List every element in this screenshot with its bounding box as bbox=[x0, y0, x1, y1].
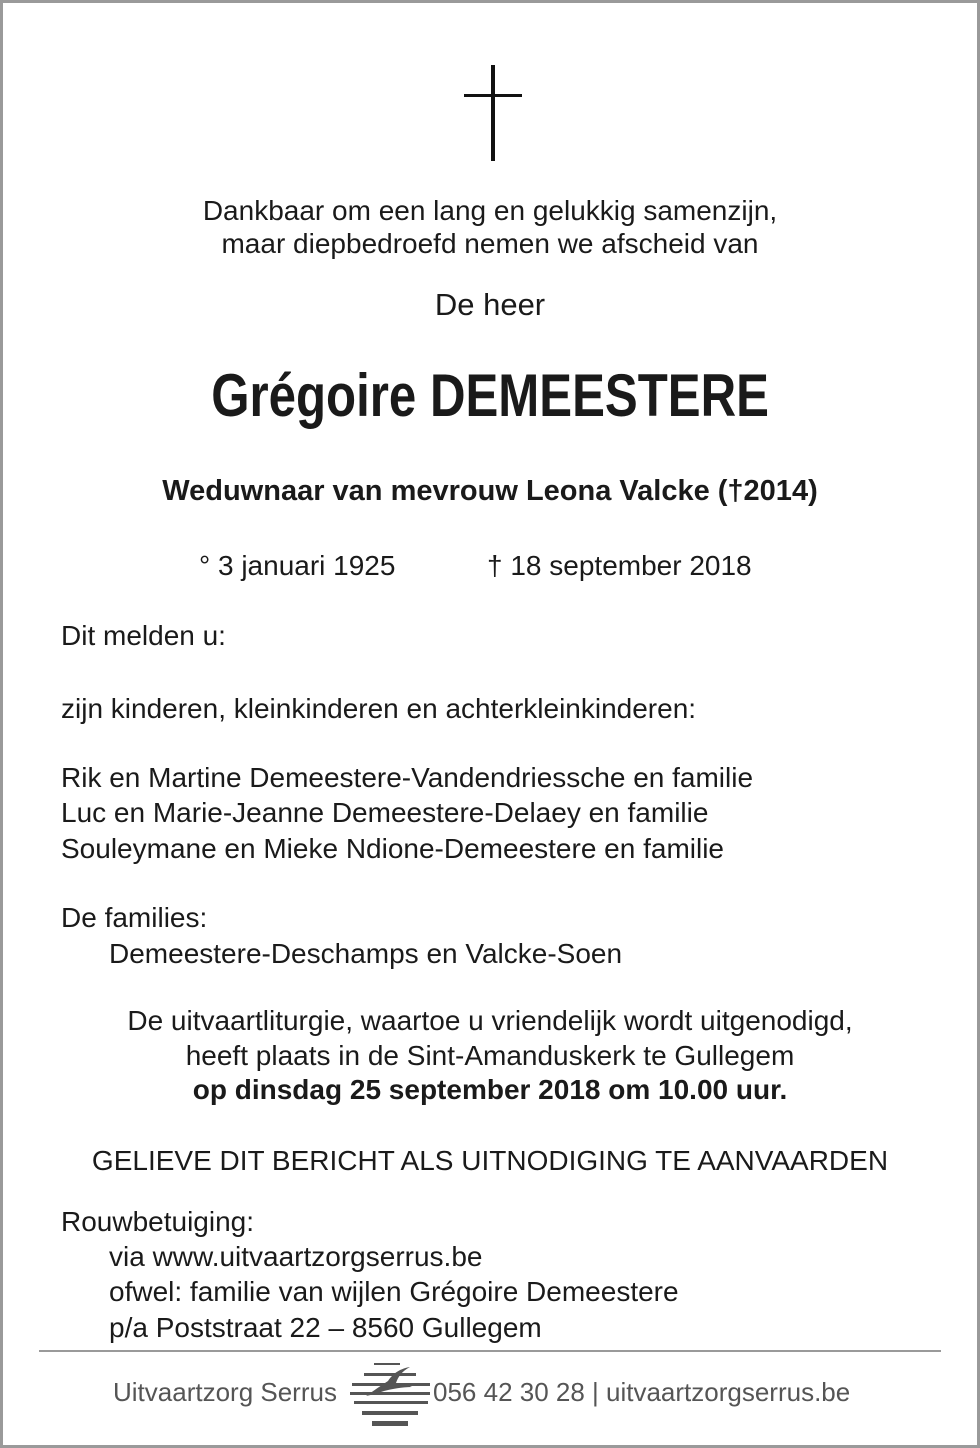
invitation-notice: GELIEVE DIT BERICHT ALS UITNODIGING TE AANVAARDEN bbox=[91, 1145, 889, 1176]
footer bbox=[3, 1369, 977, 1429]
announce-line: Dit melden u: bbox=[61, 620, 226, 651]
deceased-name bbox=[3, 361, 977, 431]
child-family-3: Souleymane en Mieke Ndione-Demeestere en familie bbox=[61, 833, 725, 864]
intro-line-1: Dankbaar om een lang en gelukkig samenzijn, bbox=[202, 195, 778, 226]
seagull-logo-icon bbox=[346, 1359, 434, 1435]
liturgy-line-1: De uitvaartliturgie, waartoe u vriendelijk wordt uitgenodigd, bbox=[127, 1005, 853, 1036]
families-list: Demeestere-Deschamps en Valcke-Soen bbox=[109, 938, 623, 969]
title-prefix: De heer bbox=[434, 287, 546, 322]
liturgy-date: op dinsdag 25 september 2018 om 10.00 uur. bbox=[192, 1074, 788, 1105]
deceased-name-text: Grégoire DEMEESTERE bbox=[211, 362, 769, 429]
birth-date: ° 3 januari 1925 bbox=[199, 550, 396, 581]
condolence-web: via www.uitvaartzorgserrus.be bbox=[109, 1241, 483, 1272]
condolence-address: p/a Poststraat 22 – 8560 Gullegem bbox=[109, 1312, 542, 1343]
contact-info: 056 42 30 28 | uitvaartzorgserrus.be bbox=[433, 1377, 851, 1407]
cross-icon bbox=[464, 65, 522, 161]
liturgy-line-2: heeft plaats in de Sint-Amanduskerk te Gullegem bbox=[185, 1040, 795, 1071]
families-heading: De families: bbox=[61, 902, 208, 933]
condolence-heading: Rouwbetuiging: bbox=[61, 1206, 255, 1237]
widower-line: Weduwnaar van mevrouw Leona Valcke (†2014) bbox=[162, 475, 818, 507]
death-date: † 18 september 2018 bbox=[487, 550, 752, 581]
child-family-1: Rik en Martine Demeestere-Vandendriessche en familie bbox=[61, 762, 754, 793]
intro-line-2: maar diepbedroefd nemen we afscheid van bbox=[221, 228, 759, 259]
condolence-address-name: ofwel: familie van wijlen Grégoire Demeestere bbox=[109, 1276, 679, 1307]
footer-divider bbox=[39, 1350, 941, 1352]
company-name: Uitvaartzorg Serrus bbox=[113, 1377, 337, 1407]
children-heading: zijn kinderen, kleinkinderen en achterkleinkinderen: bbox=[61, 693, 697, 724]
child-family-2: Luc en Marie-Jeanne Demeestere-Delaey en familie bbox=[61, 797, 709, 828]
